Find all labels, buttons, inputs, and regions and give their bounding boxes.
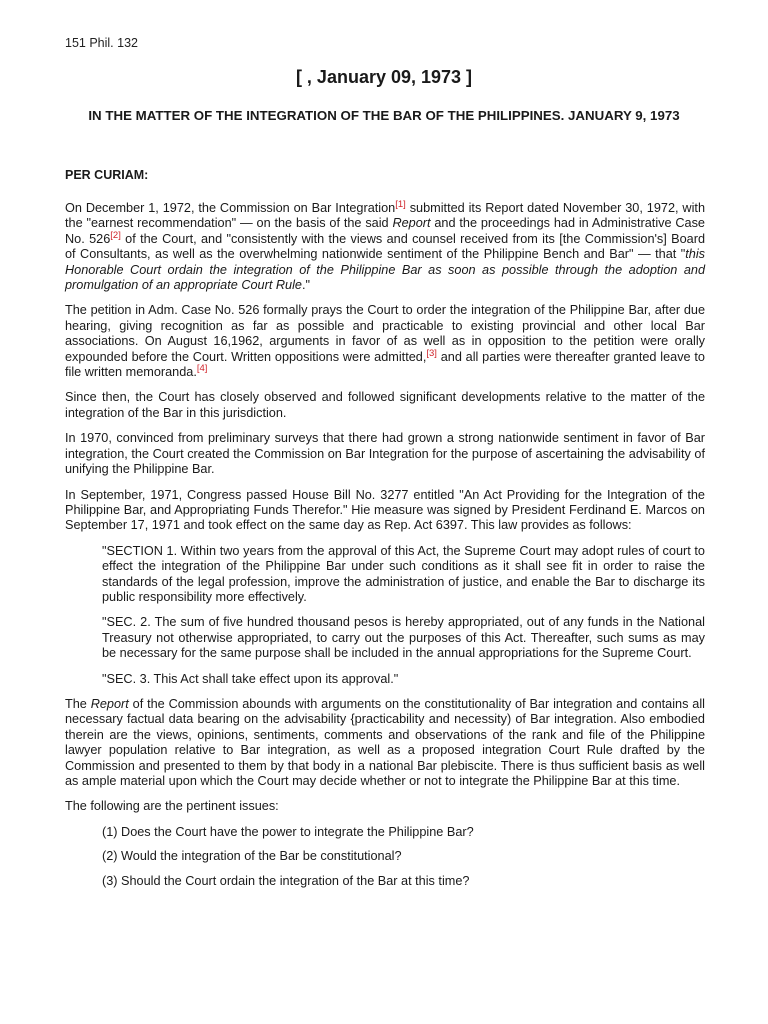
text-run: submitted its Report dated November 30, 1972, with the "earnest recommendation" — on the basis of the said	[65, 201, 705, 231]
quoted-section-1: "SECTION 1. Within two years from the approval of this Act, the Supreme Court may adopt rules of court to effect the integration of the Philippine Bar under such conditions as it shall see fit in order to raise the standards of the legal profession, improve the administration of justice, and enable the Bar to discharge its public responsibility more effectively.	[102, 543, 705, 604]
text-run: and all parties were thereafter granted leave to file written memoranda.	[65, 349, 705, 380]
italic-report: Report	[392, 216, 431, 231]
issue-item-3: (3) Should the Court ordain the integration of the Bar at this time?	[102, 873, 470, 888]
case-title: IN THE MATTER OF THE INTEGRATION OF THE BAR OF THE PHILIPPINES. JANUARY 9, 1973	[88, 108, 680, 123]
text-run: On December 1, 1972, the Commission on Bar Integration	[65, 201, 396, 215]
per-curiam-label: PER CURIAM:	[65, 168, 149, 182]
paragraph-5: In September, 1971, Congress passed House Bill No. 3277 entitled "An Act Providing for the Integration of the Philippine Bar, and Appropriating Funds Therefor." Hie measure was signed by President Ferdinand E. Marcos on September 17, 1971 and took effect on the same day as Rep. Act 6397. This law provides as follows:	[65, 487, 705, 533]
date-heading: [ , January 09, 1973 ]	[295, 67, 473, 87]
text-run: and the proceedings had in Administrative Case No. 526	[65, 216, 705, 246]
paragraph-2	[65, 303, 705, 380]
paragraph-7: The following are the pertinent issues:	[65, 799, 279, 814]
italic-report: Report	[90, 696, 129, 711]
issue-item-1: (1) Does the Court have the power to integrate the Philippine Bar?	[102, 824, 474, 839]
text-run: The petition in Adm. Case No. 526 formally prays the Court to order the integration of the Philippine Bar, after due hearing, giving recognition as far as possible and practicable to existing provincial and other local Bar associations. On August 16,1962, arguments in favor of as well as in opposition to the petition were orally expounded before the Court. Written oppositions were admitted,	[65, 303, 705, 364]
paragraph-6	[65, 697, 705, 789]
quoted-section-2: "SEC. 2. The sum of five hundred thousand pesos is hereby appropriated, out of any funds in the National Treasury not otherwise appropriated, to carry out the purposes of this Act. Thereafter, such sums as may be necessary for the same purpose shall be included in the annual appropriations for the Supreme Court.	[102, 615, 705, 661]
paragraph-4: In 1970, convinced from preliminary surveys that there had grown a strong nationwide sentiment in favor of Bar integration, the Court created the Commission on Bar Integration for the purpose of ascertaining the advisability of unifying the Philippine Bar.	[65, 431, 705, 477]
text-run: The	[65, 696, 91, 711]
case-citation: 151 Phil. 132	[65, 36, 138, 50]
paragraph-3: Since then, the Court has closely observed and followed significant developments relative to the matter of the integration of the Bar in this jurisdiction.	[65, 390, 705, 420]
footnote-link-3[interactable]: [3]	[426, 347, 437, 359]
text-run: ."	[301, 278, 311, 293]
text-run: of the Court, and "consistently with the views and counsel received from its [the Commission's] Board of Consultants, as well as the overwhelming nationwide sentiment of the Philippine Bench and Bar" — that "	[65, 231, 706, 262]
text-run: of the Commission abounds with arguments on the constitutionality of Bar integration and contains all necessary factual data bearing on the advisability {practicability and necessity) of Bar integration. Also embodied therein are the views, opinions, sentiments, comments and observations of the rank and file of the Philippine lawyer population relative to Bar integration, as well as a proposed integration Court Rule drafted by the Commission and presented to them by that body in a national Bar plebiscite. There is thus sufficient basis as well as ample material upon which the Court may decide whether or not to integrate the Philippine Bar at this time.	[65, 696, 705, 788]
paragraph-1	[65, 198, 706, 293]
issue-item-2: (2) Would the integration of the Bar be constitutional?	[102, 849, 402, 864]
italic-quote: this Honorable Court ordain the integration of the Philippine Bar as soon as possible through the adoption and promulgation of an appropriate Court Rule	[65, 247, 705, 293]
quoted-section-3: "SEC. 3. This Act shall take effect upon its approval."	[102, 671, 399, 686]
footnote-link-1[interactable]: [1]	[395, 198, 406, 210]
footnote-link-4[interactable]: [4]	[196, 362, 208, 374]
decision-body	[65, 198, 706, 898]
footnote-link-2[interactable]: [2]	[110, 229, 121, 241]
